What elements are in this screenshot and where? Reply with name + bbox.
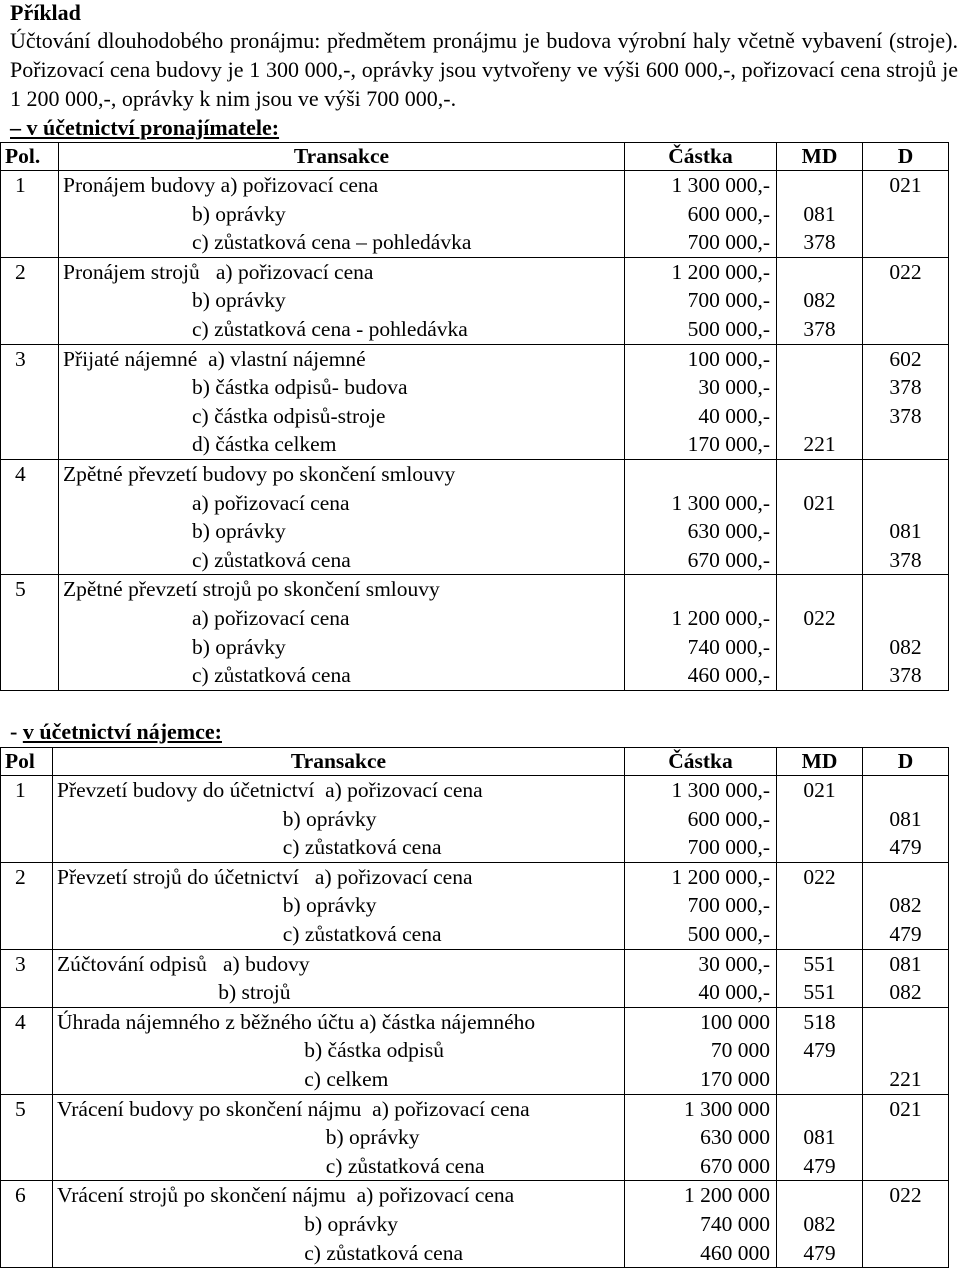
col-header-castka: Částka bbox=[625, 748, 777, 776]
table-row bbox=[1, 459, 949, 574]
amount: 170 000,- bbox=[687, 432, 770, 457]
cell-md bbox=[777, 257, 863, 344]
amount: 170 000 bbox=[700, 1066, 770, 1091]
credit-account: 378 bbox=[889, 663, 922, 688]
transaction-line: c) zůstatková cena bbox=[57, 921, 442, 946]
debit-account bbox=[777, 920, 862, 949]
credit-account bbox=[863, 460, 948, 489]
credit-account bbox=[863, 575, 948, 604]
col-header-pol: Pol bbox=[1, 748, 53, 776]
document-page bbox=[10, 0, 958, 143]
credit-account: 479 bbox=[889, 921, 922, 946]
cell-d bbox=[863, 1007, 949, 1094]
credit-account bbox=[863, 1008, 948, 1037]
debit-account: 479 bbox=[803, 1038, 836, 1063]
cell-pol bbox=[1, 575, 59, 690]
credit-account: 082 bbox=[889, 980, 922, 1005]
credit-account bbox=[863, 315, 948, 344]
cell-pol bbox=[1, 171, 59, 258]
amount: 670 000,- bbox=[687, 547, 770, 572]
cell-tx bbox=[53, 1007, 625, 1094]
row-number: 3 bbox=[15, 346, 26, 371]
amount: 1 300 000,- bbox=[671, 173, 770, 197]
credit-account bbox=[863, 1239, 948, 1268]
transaction-line: b) strojů bbox=[57, 980, 291, 1005]
amount: 500 000,- bbox=[687, 921, 770, 946]
cell-pol bbox=[1, 1094, 53, 1181]
debit-account: 479 bbox=[803, 1240, 836, 1265]
cell-d bbox=[863, 862, 949, 949]
cell-d bbox=[863, 1094, 949, 1181]
credit-account: 081 bbox=[889, 519, 922, 544]
amount: 700 000,- bbox=[687, 230, 770, 255]
transaction-line: a) pořizovací cena bbox=[63, 605, 350, 630]
cell-amt bbox=[625, 257, 777, 344]
credit-account: 081 bbox=[889, 951, 922, 976]
debit-account bbox=[777, 546, 862, 575]
debit-account: 221 bbox=[803, 432, 836, 457]
credit-account bbox=[863, 228, 948, 257]
credit-account: 081 bbox=[889, 806, 922, 831]
debit-account bbox=[777, 1181, 862, 1210]
cell-amt bbox=[625, 1094, 777, 1181]
transaction-line: b) oprávky bbox=[63, 288, 286, 313]
debit-account: 082 bbox=[803, 288, 836, 313]
credit-account bbox=[863, 489, 948, 518]
transaction-line: c) zůstatková cena – pohledávka bbox=[63, 230, 472, 255]
debit-account bbox=[777, 345, 862, 374]
credit-account bbox=[863, 1210, 948, 1239]
col-header-castka: Částka bbox=[625, 143, 777, 171]
transaction-line: c) zůstatková cena bbox=[63, 663, 351, 688]
transaction-line: Zúčtování odpisů a) budovy bbox=[57, 951, 310, 976]
section2-title: - v účetnictví nájemce: bbox=[10, 719, 222, 744]
credit-account: 021 bbox=[889, 1096, 922, 1121]
cell-amt bbox=[625, 344, 777, 459]
cell-md bbox=[777, 171, 863, 258]
cell-md bbox=[777, 862, 863, 949]
transaction-line: b) oprávky bbox=[57, 1125, 420, 1150]
transaction-line: d) částka celkem bbox=[63, 432, 337, 457]
transaction-line: Zpětné převzetí budovy po skončení smlouvy bbox=[63, 461, 456, 486]
transaction-line: b) oprávky bbox=[63, 201, 286, 226]
section1-title: – v účetnictví pronajímatele: bbox=[10, 115, 280, 140]
row-number: 2 bbox=[15, 864, 26, 889]
table-row bbox=[1, 1094, 949, 1181]
amount: 1 300 000,- bbox=[671, 490, 770, 515]
cell-d bbox=[863, 1181, 949, 1268]
transaction-line: c) zůstatková cena - pohledávka bbox=[63, 316, 468, 341]
row-number: 4 bbox=[15, 1009, 26, 1034]
amount: 500 000,- bbox=[687, 316, 770, 341]
transaction-line: Pronájem budovy a) pořizovací cena bbox=[63, 173, 379, 197]
cell-tx bbox=[53, 776, 625, 863]
row-number: 2 bbox=[15, 259, 26, 284]
debit-account: 479 bbox=[803, 1153, 836, 1178]
debit-account: 022 bbox=[803, 605, 836, 630]
cell-amt bbox=[625, 862, 777, 949]
credit-account: 602 bbox=[889, 346, 922, 371]
lessee-ledger-table bbox=[0, 747, 949, 1268]
amount: 630 000,- bbox=[687, 519, 770, 544]
debit-account bbox=[777, 833, 862, 862]
cell-md bbox=[777, 776, 863, 863]
lessor-ledger-table bbox=[0, 142, 949, 691]
amount: 670 000 bbox=[700, 1153, 770, 1178]
amount: 460 000,- bbox=[687, 663, 770, 688]
amount: 1 300 000 bbox=[684, 1096, 770, 1121]
cell-amt bbox=[625, 776, 777, 863]
cell-md bbox=[777, 949, 863, 1007]
cell-tx bbox=[59, 257, 625, 344]
transaction-line: b) částka odpisů bbox=[57, 1038, 444, 1063]
credit-account: 022 bbox=[889, 259, 922, 284]
debit-account bbox=[777, 805, 862, 834]
amount: 700 000,- bbox=[687, 893, 770, 918]
transaction-line: Převzetí budovy do účetnictví a) pořizovací cena bbox=[57, 778, 483, 802]
amount: 1 300 000,- bbox=[671, 778, 770, 802]
amount: 700 000,- bbox=[687, 288, 770, 313]
cell-d bbox=[863, 171, 949, 258]
cell-pol bbox=[1, 459, 59, 574]
debit-account bbox=[777, 575, 862, 604]
cell-d bbox=[863, 459, 949, 574]
transaction-line: c) celkem bbox=[57, 1066, 389, 1091]
transaction-line: Úhrada nájemného z běžného účtu a) částka nájemného bbox=[57, 1009, 536, 1034]
table-row bbox=[1, 575, 949, 690]
debit-account: 551 bbox=[803, 951, 836, 976]
table-row bbox=[1, 171, 949, 258]
debit-account: 022 bbox=[803, 864, 836, 889]
debit-account: 518 bbox=[803, 1009, 836, 1034]
amount: 30 000,- bbox=[698, 951, 770, 976]
row-number: 5 bbox=[15, 577, 26, 602]
col-header-d: D bbox=[863, 748, 949, 776]
table-row bbox=[1, 776, 949, 863]
cell-md bbox=[777, 575, 863, 690]
credit-account bbox=[863, 1152, 948, 1181]
table-row bbox=[1, 949, 949, 1007]
amount: 700 000,- bbox=[687, 835, 770, 860]
section2-title-text: v účetnictví nájemce: bbox=[22, 719, 222, 744]
cell-md bbox=[777, 1007, 863, 1094]
debit-account bbox=[777, 661, 862, 690]
amount: 460 000 bbox=[700, 1240, 770, 1265]
debit-account bbox=[777, 171, 862, 200]
row-number: 1 bbox=[15, 173, 26, 197]
row-number: 3 bbox=[15, 951, 26, 976]
cell-pol bbox=[1, 776, 53, 863]
cell-amt bbox=[625, 575, 777, 690]
page-title: Příklad bbox=[10, 0, 81, 25]
cell-pol bbox=[1, 257, 59, 344]
table-row bbox=[1, 1007, 949, 1094]
cell-tx bbox=[53, 862, 625, 949]
debit-account bbox=[777, 402, 862, 431]
row-number: 6 bbox=[15, 1183, 26, 1208]
credit-account bbox=[863, 200, 948, 229]
row-number: 1 bbox=[15, 778, 26, 802]
transaction-line: a) pořizovací cena bbox=[63, 490, 350, 515]
cell-md bbox=[777, 1094, 863, 1181]
credit-account: 082 bbox=[889, 634, 922, 659]
debit-account: 378 bbox=[803, 230, 836, 255]
transaction-line: b) oprávky bbox=[57, 893, 377, 918]
col-header-d: D bbox=[863, 143, 949, 171]
credit-account: 378 bbox=[889, 403, 922, 428]
cell-md bbox=[777, 1181, 863, 1268]
table-row bbox=[1, 862, 949, 949]
cell-pol bbox=[1, 949, 53, 1007]
col-header-pol: Pol. bbox=[1, 143, 59, 171]
table-row bbox=[1, 344, 949, 459]
cell-tx bbox=[53, 949, 625, 1007]
amount: 740 000,- bbox=[687, 634, 770, 659]
transaction-line: c) zůstatková cena bbox=[57, 1240, 464, 1265]
cell-d bbox=[863, 257, 949, 344]
transaction-line: Přijaté nájemné a) vlastní nájemné bbox=[63, 346, 366, 371]
cell-d bbox=[863, 776, 949, 863]
transaction-line: Převzetí strojů do účetnictví a) pořizovací cena bbox=[57, 864, 473, 889]
table-header-row bbox=[1, 748, 949, 776]
credit-account bbox=[863, 776, 948, 805]
amount: 30 000,- bbox=[698, 375, 770, 400]
amount: 100 000,- bbox=[687, 346, 770, 371]
cell-tx bbox=[53, 1181, 625, 1268]
cell-tx bbox=[53, 1094, 625, 1181]
credit-account bbox=[863, 430, 948, 459]
cell-amt bbox=[625, 171, 777, 258]
intro-paragraph: Účtování dlouhodobého pronájmu: předmětem pronájmu je budova výrobní haly včetně vybavení (stroje). Pořizovací cena budovy je 1 300 000,-, oprávky jsou vytvořeny ve výši 600 000,-, pořizovací cena strojů je 1 200 000,-, oprávky k nim jsou ve výši 700 000,-. bbox=[10, 28, 958, 111]
transaction-line: b) oprávky bbox=[63, 634, 286, 659]
debit-account: 082 bbox=[803, 1211, 836, 1236]
cell-md bbox=[777, 459, 863, 574]
credit-account: 479 bbox=[889, 835, 922, 860]
amount: 40 000,- bbox=[698, 980, 770, 1005]
cell-pol bbox=[1, 1181, 53, 1268]
cell-pol bbox=[1, 1007, 53, 1094]
debit-account: 378 bbox=[803, 316, 836, 341]
cell-d bbox=[863, 575, 949, 690]
debit-account bbox=[777, 258, 862, 287]
cell-tx bbox=[59, 459, 625, 574]
debit-account: 021 bbox=[803, 490, 836, 515]
credit-account bbox=[863, 286, 948, 315]
transaction-line: b) částka odpisů- budova bbox=[63, 375, 408, 400]
row-number: 4 bbox=[15, 461, 26, 486]
amount: 1 200 000 bbox=[684, 1183, 770, 1208]
table-row bbox=[1, 1181, 949, 1268]
transaction-line: c) zůstatková cena bbox=[57, 835, 442, 860]
col-header-transakce: Transakce bbox=[53, 748, 625, 776]
credit-account: 022 bbox=[889, 1183, 922, 1208]
table-row bbox=[1, 257, 949, 344]
debit-account bbox=[777, 1095, 862, 1124]
amount: 630 000 bbox=[700, 1125, 770, 1150]
debit-account: 021 bbox=[803, 778, 836, 802]
debit-account bbox=[777, 633, 862, 662]
debit-account bbox=[777, 1065, 862, 1094]
amount: 600 000,- bbox=[687, 806, 770, 831]
transaction-line: c) zůstatková cena bbox=[57, 1153, 485, 1178]
credit-account bbox=[863, 1123, 948, 1152]
cell-pol bbox=[1, 862, 53, 949]
credit-account: 082 bbox=[889, 893, 922, 918]
debit-account: 081 bbox=[803, 201, 836, 226]
cell-d bbox=[863, 949, 949, 1007]
col-header-md: MD bbox=[777, 143, 863, 171]
credit-account: 378 bbox=[889, 547, 922, 572]
transaction-line: b) oprávky bbox=[57, 1211, 398, 1236]
debit-account: 551 bbox=[803, 980, 836, 1005]
credit-account: 378 bbox=[889, 375, 922, 400]
debit-account bbox=[777, 460, 862, 489]
table-header-row bbox=[1, 143, 949, 171]
transaction-line: c) částka odpisů-stroje bbox=[63, 403, 386, 428]
cell-amt bbox=[625, 1181, 777, 1268]
cell-tx bbox=[59, 171, 625, 258]
transaction-line: b) oprávky bbox=[57, 806, 377, 831]
transaction-line: Pronájem strojů a) pořizovací cena bbox=[63, 259, 374, 284]
amount: 600 000,- bbox=[687, 201, 770, 226]
credit-account: 221 bbox=[889, 1066, 922, 1091]
cell-amt bbox=[625, 459, 777, 574]
col-header-transakce: Transakce bbox=[59, 143, 625, 171]
credit-account: 021 bbox=[889, 173, 922, 197]
amount: 100 000 bbox=[700, 1009, 770, 1034]
transaction-line: Zpětné převzetí strojů po skončení smlouvy bbox=[63, 577, 440, 602]
debit-account bbox=[777, 517, 862, 546]
amount: 1 200 000,- bbox=[671, 605, 770, 630]
amount bbox=[625, 575, 776, 604]
cell-amt bbox=[625, 1007, 777, 1094]
cell-d bbox=[863, 344, 949, 459]
cell-amt bbox=[625, 949, 777, 1007]
row-number: 5 bbox=[15, 1096, 26, 1121]
transaction-line: c) zůstatková cena bbox=[63, 547, 351, 572]
col-header-md: MD bbox=[777, 748, 863, 776]
transaction-line: Vrácení strojů po skončení nájmu a) pořizovací cena bbox=[57, 1183, 515, 1208]
debit-account bbox=[777, 891, 862, 920]
debit-account bbox=[777, 373, 862, 402]
credit-account bbox=[863, 863, 948, 892]
amount: 40 000,- bbox=[698, 403, 770, 428]
amount: 1 200 000,- bbox=[671, 864, 770, 889]
credit-account bbox=[863, 1036, 948, 1065]
transaction-line: b) oprávky bbox=[63, 519, 286, 544]
cell-tx bbox=[59, 344, 625, 459]
amount: 70 000 bbox=[710, 1038, 770, 1063]
credit-account bbox=[863, 604, 948, 633]
cell-pol bbox=[1, 344, 59, 459]
debit-account: 081 bbox=[803, 1125, 836, 1150]
cell-tx bbox=[59, 575, 625, 690]
cell-md bbox=[777, 344, 863, 459]
transaction-line: Vrácení budovy po skončení nájmu a) pořizovací cena bbox=[57, 1096, 530, 1121]
amount: 740 000 bbox=[700, 1211, 770, 1236]
amount: 1 200 000,- bbox=[671, 259, 770, 284]
amount bbox=[625, 460, 776, 489]
